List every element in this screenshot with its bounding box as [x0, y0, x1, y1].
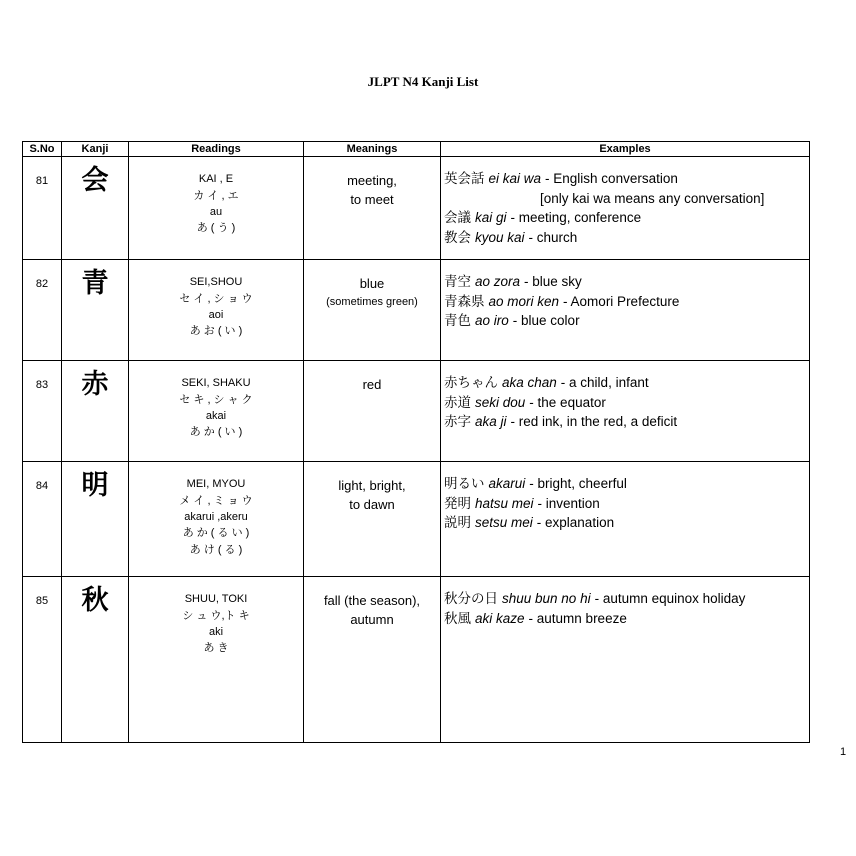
row-number: 82	[23, 260, 62, 361]
examples-cell	[441, 260, 810, 361]
reading-hiragana: あ お ( い )	[189, 325, 243, 337]
example-english: - explanation	[536, 515, 615, 530]
reading-katakana: メ イ , ミ ョ ウ	[179, 495, 253, 507]
meanings-cell	[304, 157, 441, 260]
example-japanese: 青空	[444, 274, 471, 289]
example-english: - blue color	[512, 313, 580, 328]
example-english: - Aomori Prefecture	[563, 293, 680, 309]
reading-hiragana: あ か ( い )	[189, 426, 243, 438]
example-japanese: 赤字	[444, 414, 471, 429]
example-line	[444, 292, 809, 312]
example-english: - the equator	[529, 394, 606, 410]
reading-hiragana: あ け ( る )	[189, 544, 243, 556]
example-line	[444, 494, 809, 514]
reading-kun: au	[209, 206, 223, 218]
readings-cell	[129, 462, 304, 577]
example-romaji: akarui	[488, 476, 526, 491]
example-english: - bright, cheerful	[529, 476, 627, 491]
reading-on: KAI , E	[198, 173, 234, 185]
example-japanese: 秋風	[444, 610, 471, 626]
example-romaji: ao mori ken	[488, 293, 560, 309]
example-japanese: 赤ちゃん	[444, 375, 498, 390]
example-romaji: aka ji	[475, 414, 507, 429]
example-line	[444, 208, 809, 228]
table-row	[23, 157, 810, 260]
example-romaji: kai gi	[475, 210, 507, 225]
readings-cell	[129, 260, 304, 361]
reading-kun: akarui ,akeru	[184, 511, 248, 523]
example-romaji: kyou kai	[475, 229, 525, 245]
example-english: [only kai wa means any conversation]	[540, 190, 765, 206]
header-kanji: Kanji	[62, 142, 129, 157]
example-line	[444, 169, 809, 189]
examples-cell	[441, 157, 810, 260]
readings-cell	[129, 157, 304, 260]
example-japanese: 青森県	[444, 293, 485, 309]
example-line	[444, 609, 809, 629]
header-sno: S.No	[23, 142, 62, 157]
header-examples: Examples	[441, 142, 810, 157]
header-readings: Readings	[129, 142, 304, 157]
example-line	[444, 393, 809, 413]
reading-kun: akai	[205, 410, 227, 422]
readings-cell	[129, 577, 304, 743]
example-english: - invention	[537, 495, 600, 511]
row-number: 84	[23, 462, 62, 577]
reading-on: SEI,SHOU	[189, 276, 243, 288]
meanings-cell	[304, 260, 441, 361]
kanji-character: 会	[62, 157, 129, 260]
reading-on: MEI, MYOU	[186, 478, 246, 490]
example-japanese: 秋分の日	[444, 591, 498, 606]
example-english: - English conversation	[545, 171, 678, 186]
meaning-line: light, bright,	[338, 478, 406, 493]
examples-cell	[441, 577, 810, 743]
table-row	[23, 361, 810, 462]
examples-cell	[441, 462, 810, 577]
kanji-character: 青	[62, 260, 129, 361]
meanings-cell	[304, 361, 441, 462]
header-row	[23, 142, 810, 157]
example-english: - autumn equinox holiday	[594, 591, 746, 606]
example-romaji: aki kaze	[475, 610, 525, 626]
example-english: - a child, infant	[560, 375, 649, 390]
example-japanese: 英会話	[444, 171, 485, 186]
example-english: - meeting, conference	[510, 210, 642, 225]
reading-katakana: セ キ , シ ャ ク	[179, 394, 253, 406]
reading-katakana: セ イ , シ ョ ウ	[179, 293, 253, 305]
example-line	[444, 373, 809, 393]
examples-cell	[441, 361, 810, 462]
example-english: - red ink, in the red, a deficit	[510, 414, 678, 429]
row-number: 81	[23, 157, 62, 260]
kanji-character: 赤	[62, 361, 129, 462]
reading-hiragana: あ ( う )	[196, 222, 236, 234]
example-line	[444, 228, 809, 248]
example-romaji: hatsu mei	[475, 495, 534, 511]
row-number: 83	[23, 361, 62, 462]
example-romaji: aka chan	[502, 375, 557, 390]
example-japanese: 発明	[444, 495, 471, 511]
example-line	[444, 513, 809, 533]
example-japanese: 明るい	[444, 476, 485, 491]
example-romaji: ao zora	[475, 274, 521, 289]
table-row	[23, 462, 810, 577]
example-japanese: 説明	[444, 515, 471, 530]
reading-kun: aoi	[208, 309, 224, 321]
meaning-line: fall (the season),	[323, 593, 421, 608]
meaning-line: red	[362, 377, 382, 392]
meaning-line: meeting,	[347, 173, 397, 188]
example-english: - blue sky	[524, 274, 582, 289]
meaning-line: (sometimes green)	[326, 296, 418, 308]
example-japanese: 赤道	[444, 394, 471, 410]
page-number: 1	[840, 746, 847, 758]
example-english: - autumn breeze	[528, 610, 627, 626]
page-title: JLPT N4 Kanji List	[367, 74, 479, 89]
example-romaji: setsu mei	[475, 515, 533, 530]
row-number: 85	[23, 577, 62, 743]
reading-kun: aki	[208, 626, 224, 638]
reading-on: SEKI, SHAKU	[181, 377, 251, 389]
example-romaji: ao iro	[475, 313, 509, 328]
example-japanese: 青色	[444, 313, 471, 328]
header-meanings: Meanings	[304, 142, 441, 157]
meaning-line: to meet	[350, 192, 394, 207]
example-line	[444, 311, 809, 331]
example-line	[444, 474, 809, 494]
meanings-cell	[304, 577, 441, 743]
reading-hiragana: あ か ( る い )	[182, 527, 250, 539]
reading-hiragana: あ き	[203, 642, 229, 654]
meaning-line: to dawn	[349, 497, 395, 512]
example-japanese: 会議	[444, 210, 471, 225]
reading-katakana: シ ュ ウ,ト キ	[182, 610, 250, 622]
meaning-line: blue	[359, 276, 385, 291]
kanji-character: 明	[62, 462, 129, 577]
example-english: - church	[528, 229, 578, 245]
table-row	[23, 260, 810, 361]
table-row	[23, 577, 810, 743]
reading-on: SHUU, TOKI	[184, 593, 248, 605]
example-japanese: 教会	[444, 229, 471, 245]
meanings-cell	[304, 462, 441, 577]
example-note	[444, 189, 809, 209]
example-romaji: shuu bun no hi	[502, 591, 591, 606]
readings-cell	[129, 361, 304, 462]
example-romaji: ei kai wa	[488, 171, 542, 186]
kanji-character: 秋	[62, 577, 129, 743]
reading-katakana: カ イ , エ	[193, 190, 239, 202]
example-line	[444, 589, 809, 609]
example-line	[444, 412, 809, 432]
example-line	[444, 272, 809, 292]
kanji-table	[22, 141, 810, 743]
meaning-line: autumn	[350, 612, 394, 627]
example-romaji: seki dou	[475, 394, 526, 410]
